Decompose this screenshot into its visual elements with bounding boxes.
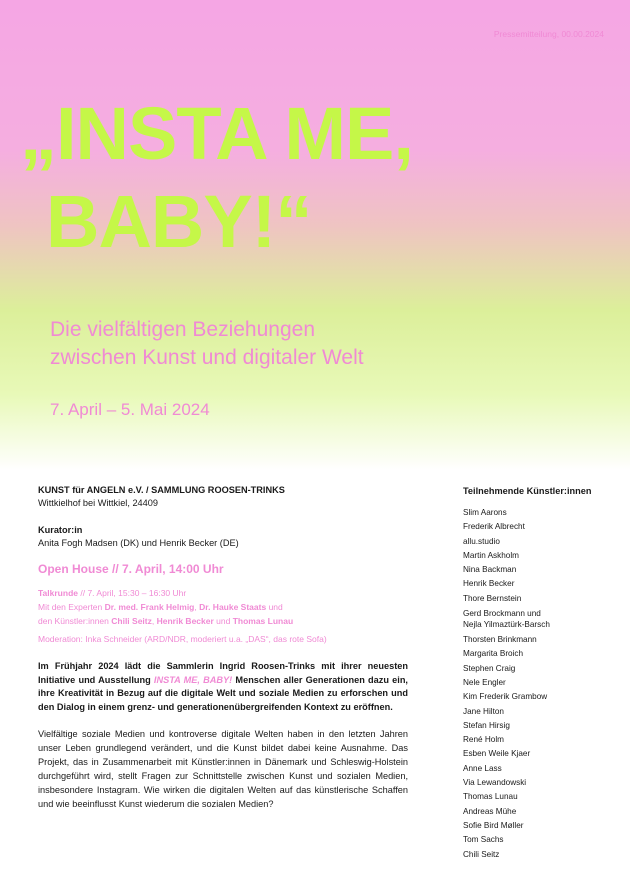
intro-paragraph (38, 660, 408, 714)
title-line-1: „INSTA ME, (20, 92, 413, 175)
expert-2: Dr. Hauke Staats (199, 602, 267, 612)
conjunction: und (213, 616, 233, 626)
artist-item: René Holm (463, 735, 504, 745)
artist-item: allu.studio (463, 536, 500, 546)
exhibition-dates: 7. April – 5. Mai 2024 (50, 400, 210, 419)
artist-item: Andreas Mühe (463, 806, 517, 816)
artist-item: Nele Engler (463, 677, 506, 687)
subtitle-line-2: zwischen Kunst und digitaler Welt (50, 346, 364, 369)
intro-highlight: INSTA ME, BABY! (153, 674, 233, 685)
artists-column (463, 486, 623, 862)
talk-heading (38, 586, 408, 600)
subtitle (50, 316, 364, 372)
talk-artist-3: Thomas Lunau (232, 616, 294, 626)
artists-heading: Teilnehmende Künstler:innen (463, 486, 592, 496)
talk-artists-prefix: den Künstler:innen (38, 616, 112, 626)
talk-experts-prefix: Mit den Experten (38, 602, 105, 612)
open-house: Open House // 7. April, 14:00 Uhr (38, 562, 224, 576)
artist-item: Thorsten Brinkmann (463, 635, 537, 645)
artist-item: Margarita Broich (463, 649, 524, 659)
title-line-2: BABY!“ (46, 180, 312, 263)
conjunction: und (266, 602, 283, 612)
curators: Anita Fogh Madsen (DK) und Henrik Becker (DE) (38, 538, 239, 548)
intro-text-2: Menschen aller Generationen dazu ein, ihre Kreativität in Bezug auf die digitale Welt und soziale Medien zu erforschen und den Dialog in einem grenz- und generationenübergreifenden Kontext zu eröffnen. (38, 674, 408, 712)
artist-item: Stephen Craig (463, 663, 516, 673)
artist-item: Esben Weile Kjaer (463, 749, 531, 759)
artist-item: Tom Sachs (463, 835, 504, 845)
separator: , (151, 616, 157, 626)
location: Wittkielhof bei Wittkiel, 24409 (38, 498, 158, 508)
artist-item: Slim Aarons (463, 508, 507, 517)
main-title (20, 90, 413, 266)
artist-item: Nina Backman (463, 565, 517, 575)
subtitle-line-1: Die vielfältigen Beziehungen (50, 318, 316, 341)
curator-heading: Kurator:in (38, 525, 83, 535)
expert-1: Dr. med. Frank Helmig (104, 602, 195, 612)
talk-section (38, 586, 408, 646)
artist-item: Chili Seitz (463, 849, 500, 859)
artist-item: Sofie Bird Møller (463, 820, 524, 830)
organization: KUNST für ANGELN e.V. / SAMMLUNG ROOSEN-TRINKS (38, 485, 285, 495)
artist-item: Henrik Becker (463, 579, 515, 589)
info-column (38, 484, 408, 820)
artist-item: Gerd Brockmann und (463, 609, 541, 619)
talk-artist-2: Henrik Becker (156, 616, 214, 626)
moderation: Moderation: Inka Schneider (ARD/NDR, moderiert u.a. „DAS“, das rote Sofa) (38, 634, 327, 644)
talk-label: Talkrunde (38, 588, 78, 598)
artist-item: Stefan Hirsig (463, 720, 510, 730)
artist-item: Nejla Yilmaztürk-Barsch (463, 620, 550, 630)
artist-item: Thore Bernstein (463, 593, 522, 603)
artist-item: Martin Askholm (463, 550, 519, 560)
talk-experts (38, 600, 408, 614)
press-release-date: Pressemitteilung, 00.00.2024 (493, 29, 604, 39)
talk-artist-1: Chili Seitz (111, 616, 152, 626)
artist-item: Via Lewandowski (463, 778, 527, 788)
intro-text-1: Im Frühjahr 2024 lädt die Sammlerin Ingrid Roosen-Trinks mit ihrer neuesten Initiative und Ausstellung (38, 661, 408, 685)
talk-time: // 7. April, 15:30 – 16:30 Uhr (78, 588, 187, 598)
artist-item: Anne Lass (463, 763, 502, 773)
separator: , (194, 602, 200, 612)
artists-list (463, 506, 623, 862)
artist-item: Kim Frederik Grambow (463, 692, 548, 702)
artist-item: Thomas Lunau (463, 792, 518, 802)
talk-artists (38, 614, 408, 628)
body-paragraph: Vielfältige soziale Medien und kontroverse digitale Welten haben in den letzten Jahren unser Leben grundlegend verändert, und die Kunst bildet dabei keine Ausnahme. Das Projekt, das in Zusammenarbeit mit Künstler:innen in Dänemark und Schleswig-Holstein durchgeführt wird, stellt Fragen zur Schnittstelle zwischen Kunst und sozialen Medien, insbesondere Instagram. Wie wirken die digitalen Welten auf das künstlerische Schaffen und wie beeinflusst Kunst wiederum die sozialen Medien? (38, 729, 408, 809)
artist-item: Jane Hilton (463, 706, 504, 716)
artist-item: Frederik Albrecht (463, 522, 525, 532)
